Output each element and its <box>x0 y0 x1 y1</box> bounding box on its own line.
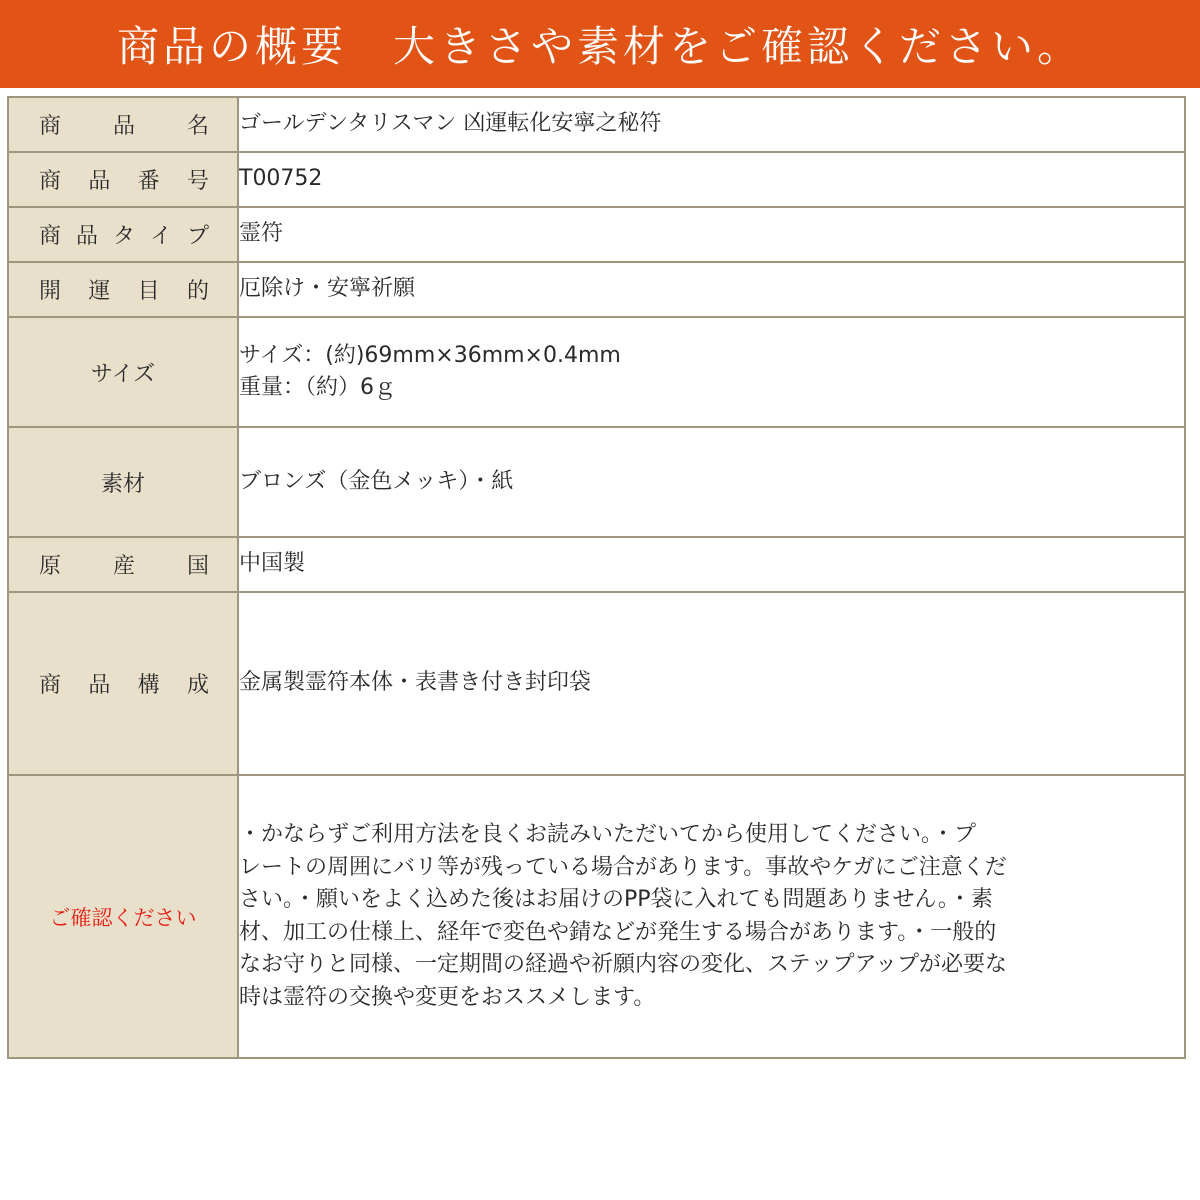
label-char: 名 <box>186 114 209 139</box>
page-title-banner: 商品の概要 大きさや素材をご確認ください。 <box>0 0 1200 88</box>
notice-label <box>8 775 238 1058</box>
label-char: 品 <box>88 169 111 194</box>
size-line: サイズ：(約)69mm×36mm×0.4mm <box>239 342 621 368</box>
row-label <box>8 97 238 152</box>
label-char: 運 <box>88 279 111 304</box>
label-char: 品 <box>75 224 98 249</box>
weight-line: 重量：（約）6ｇ <box>239 375 396 400</box>
label-char: イ <box>149 224 172 249</box>
contents-value: 金属製霊符本体・表書き付き封印袋 <box>238 592 1185 775</box>
product-name-value: ゴールデンタリスマン 凶運転化安寧之秘符 <box>238 97 1185 152</box>
row-label <box>8 592 238 775</box>
label-char: 商 <box>39 169 62 194</box>
label-char: 商 <box>39 224 62 249</box>
label-char: 構 <box>137 673 160 698</box>
label-char: 成 <box>186 673 209 698</box>
table-row-material <box>8 427 1185 537</box>
label-char: 商 <box>39 114 62 139</box>
material-value: ブロンズ（金色メッキ）・紙 <box>238 427 1185 537</box>
notice-line: 材、加工の仕様上、経年で変色や錆などが発生する場合があります。・一般的 <box>239 919 997 945</box>
label-char: プ <box>186 224 209 249</box>
label-char: 目 <box>137 279 160 304</box>
product-spec-table <box>7 96 1186 1059</box>
product-type-value: 霊符 <box>238 207 1185 262</box>
notice-value <box>238 775 1185 1058</box>
product-number-value: T00752 <box>238 152 1185 207</box>
table-row-product-number <box>8 152 1185 207</box>
fortune-purpose-value: 厄除け・安寧祈願 <box>238 262 1185 317</box>
row-label <box>8 537 238 592</box>
table-row-origin <box>8 537 1185 592</box>
row-label <box>8 207 238 262</box>
label-char: タ <box>112 224 135 249</box>
table-row-product-name <box>8 97 1185 152</box>
table-row-product-type <box>8 207 1185 262</box>
label-char: 原 <box>39 554 62 579</box>
label-char: 品 <box>112 114 135 139</box>
label-char: 産 <box>112 554 135 579</box>
table-row-size <box>8 317 1185 427</box>
size-value <box>238 317 1185 427</box>
origin-value: 中国製 <box>238 537 1185 592</box>
table-row-notice <box>8 775 1185 1058</box>
notice-line: 時は霊符の交換や変更をおススメします。 <box>239 984 656 1010</box>
row-label <box>8 152 238 207</box>
label-char: 商 <box>39 673 62 698</box>
row-label: サイズ <box>8 317 238 427</box>
label-char: 品 <box>88 673 111 698</box>
row-label: 素材 <box>8 427 238 537</box>
notice-line: ・かならずご利用方法を良くお読みいただいてから使用してください。・プ <box>239 822 977 847</box>
label-char: 国 <box>186 554 209 579</box>
label-char: 開 <box>39 279 62 304</box>
label-char: 番 <box>137 169 160 194</box>
table-row-fortune-purpose <box>8 262 1185 317</box>
notice-line: なお守りと同様、一定期間の経過や祈願内容の変化、ステップアップが必要な <box>239 952 1008 977</box>
notice-line: さい。・願いをよく込めた後はお届けのPP袋に入れても問題ありません。・素 <box>239 887 993 912</box>
row-label <box>8 262 238 317</box>
table-row-contents <box>8 592 1185 775</box>
label-char: 号 <box>186 169 209 194</box>
label-char: 的 <box>186 279 209 304</box>
notice-line: レートの周囲にバリ等が残っている場合があります。事故やケガにご注意くだ <box>239 854 1007 880</box>
notice-label-text: ご確認ください <box>49 905 197 930</box>
